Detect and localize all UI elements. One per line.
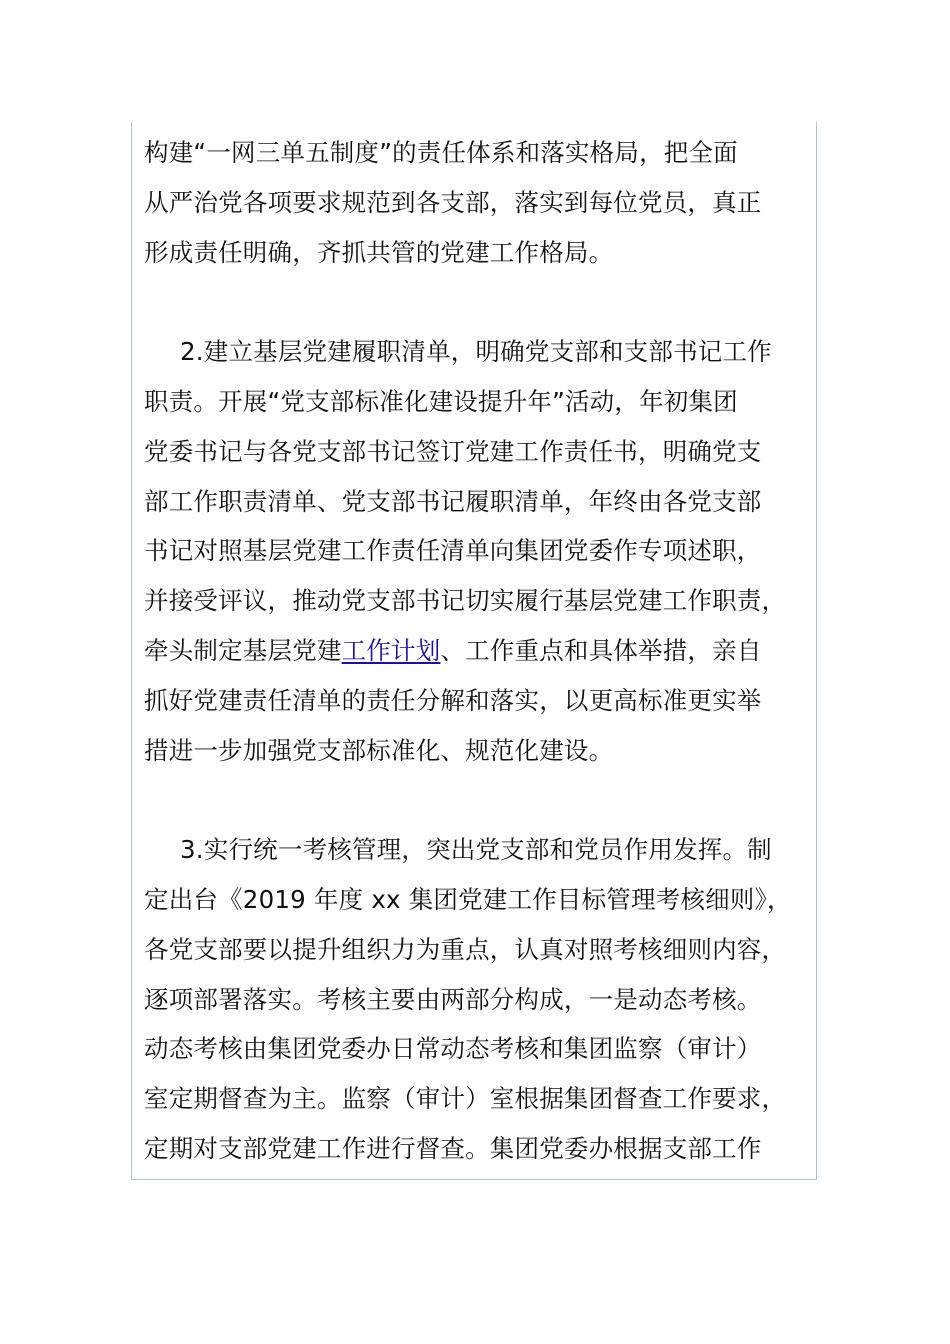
text-line: 书记对照基层党建工作责任清单向集团党委作专项述职， [144, 536, 762, 566]
text-line: 动态考核由集团党委办日常动态考核和集团监察（审计） [144, 1034, 762, 1064]
link-suffix-text: 、工作重点和具体举措，亲自 [440, 635, 762, 665]
text-line-with-link [144, 626, 798, 676]
text-line: 职责。开展“党支部标准化建设提升年”活动，年初集团 [144, 386, 738, 416]
work-plan-link[interactable]: 工作计划 [341, 635, 441, 665]
text-line: 2.建立基层党建履职清单，明确党支部和支部书记工作 [180, 337, 772, 367]
text-line: 各党支部要以提升组织力为重点，认真对照考核细则内容， [144, 934, 787, 964]
text-line: 逐项部署落实。考核主要由两部分构成，一是动态考核。 [144, 984, 762, 1014]
paragraph-3 [144, 825, 798, 1174]
text-line: 定出台《2019 年度 xx 集团党建工作目标管理考核细则》， [144, 884, 792, 914]
paragraph-1 [144, 128, 798, 277]
text-line: 党委书记与各党支部书记签订党建工作责任书，明确党支 [144, 436, 762, 466]
paragraph-spacer [144, 775, 798, 825]
text-line: 措进一步加强党支部标准化、规范化建设。 [144, 735, 614, 765]
paragraph-spacer [144, 277, 798, 327]
text-line: 从严治党各项要求规范到各支部，落实到每位党员，真正 [144, 187, 762, 217]
text-line: 抓好党建责任清单的责任分解和落实，以更高标准更实举 [144, 685, 762, 715]
text-line: 并接受评议，推动党支部书记切实履行基层党建工作职责， [144, 586, 787, 616]
text-line: 形成责任明确，齐抓共管的党建工作格局。 [144, 237, 614, 267]
text-line: 定期对支部党建工作进行督查。集团党委办根据支部工作 [144, 1133, 762, 1163]
text-line: 3.实行统一考核管理，突出党支部和党员作用发挥。制 [180, 835, 772, 865]
link-prefix-text: 牵头制定基层党建 [144, 635, 342, 665]
text-line: 部工作职责清单、党支部书记履职清单，年终由各党支部 [144, 486, 762, 516]
document-body [144, 128, 798, 1174]
text-line: 室定期督查为主。监察（审计）室根据集团督查工作要求， [144, 1084, 787, 1114]
paragraph-2 [144, 327, 798, 775]
text-line: 构建“一网三单五制度”的责任体系和落实格局，把全面 [144, 138, 738, 167]
